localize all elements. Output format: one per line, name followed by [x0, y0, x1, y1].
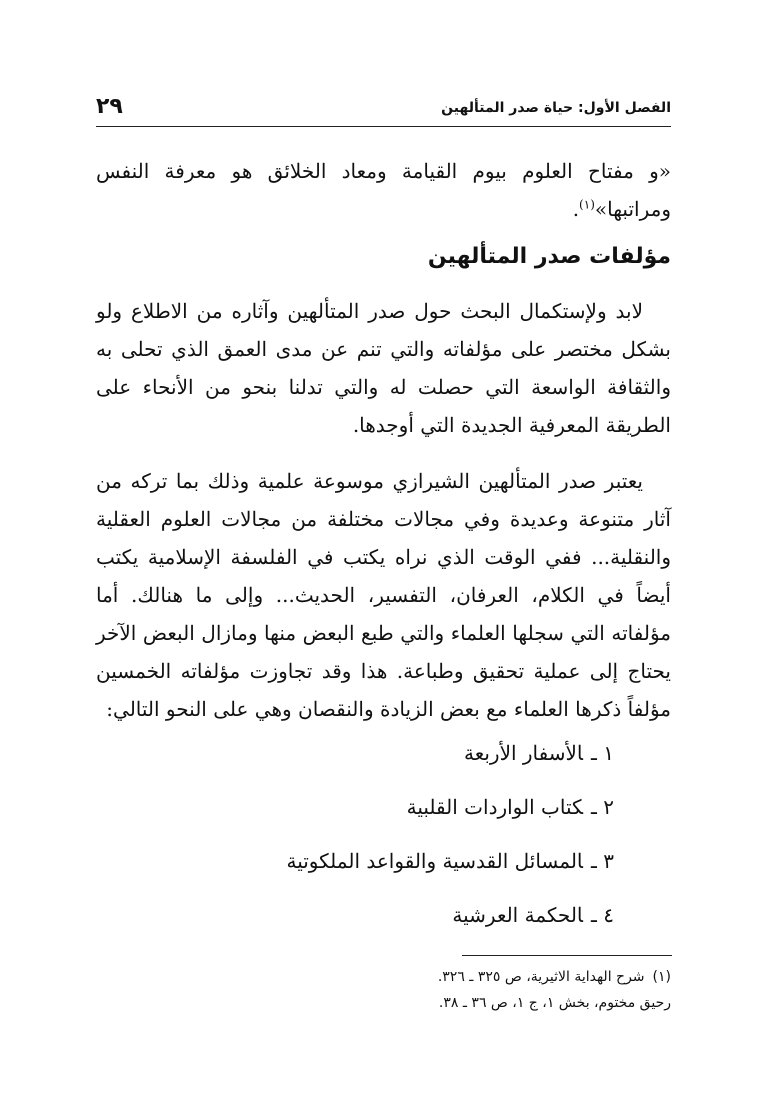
chapter-title: الفصل الأول: حياة صدر المتألهين [441, 100, 671, 116]
list-item-number: ٣ ـ [591, 849, 614, 873]
running-header [96, 96, 671, 127]
quote-paragraph [96, 152, 671, 228]
footnote-divider [462, 955, 672, 956]
list-item-number: ٤ ـ [591, 903, 614, 927]
quote-end: . [572, 197, 580, 221]
footnote-text: رحيق مختوم، بخش ١، ج ١، ص ٣٦ ـ ٣٨. [438, 995, 671, 1011]
list-item-number: ٢ ـ [591, 795, 614, 819]
paragraph-1 [96, 292, 671, 444]
works-list [286, 734, 614, 950]
list-item-title: كتاب الواردات القلبية [406, 795, 584, 819]
page-number: ٢٩ [96, 94, 123, 119]
paragraph-2-text: يعتبر صدر المتألهين الشيرازي موسوعة علمية وذلك بما تركه من آثار متنوعة وعديدة وفي مجالات مختلفة من مجالات العلوم العقلية والنقلية... ففي الوقت الذي نراه يكتب في الفلسفة الإسلامية يكتب أيضاً في الكلام، العرفان، التفسير، الحديث... وإلى ما هنالك. أما مؤلفاته التي سجلها العلماء والتي طبع البعض منها ومازال البعض الآخر يحتاج إلى عملية تحقيق وطباعة. هذا وقد تجاوزت مؤلفاته الخمسين مؤلفاً ذكرها العلماء مع بعض الزيادة والنقصان وهي على النحو التالي: [96, 469, 671, 721]
list-item [286, 896, 614, 950]
paragraph-1-text: لابد ولإستكمال البحث حول صدر المتألهين وآثاره من الاطلاع ولو بشكل مختصر على مؤلفاته والتي تنم عن مدى العمق الذي تحلى به والثقافة الواسعة التي حصلت له والتي تدلنا بنحو من الأنحاء على الطريقة المعرفية الجديدة التي أوجدها. [96, 299, 671, 437]
list-item [286, 788, 614, 842]
quote-text: «و مفتاح العلوم بيوم القيامة ومعاد الخلائق هو معرفة النفس ومراتبها» [96, 159, 671, 221]
list-item [286, 842, 614, 896]
list-item-title: المسائل القدسية والقواعد الملكوتية [286, 849, 584, 873]
list-item-number: ١ ـ [591, 741, 614, 765]
list-item-title: الحكمة العرشية [452, 903, 584, 927]
section-heading: مؤلفات صدر المتألهين [427, 244, 671, 269]
list-item [286, 734, 614, 788]
footnote-number: (١) [652, 969, 671, 985]
footnote-marker[interactable]: (١) [579, 197, 595, 212]
footnote-text: شرح الهداية الاثيرية، ص ٣٢٥ ـ ٣٢٦. [437, 969, 645, 985]
paragraph-2 [96, 462, 671, 728]
list-item-title: الأسفار الأربعة [463, 741, 584, 765]
footnotes [438, 964, 671, 1016]
footnote-1 [438, 964, 671, 990]
footnote-2 [438, 990, 671, 1016]
